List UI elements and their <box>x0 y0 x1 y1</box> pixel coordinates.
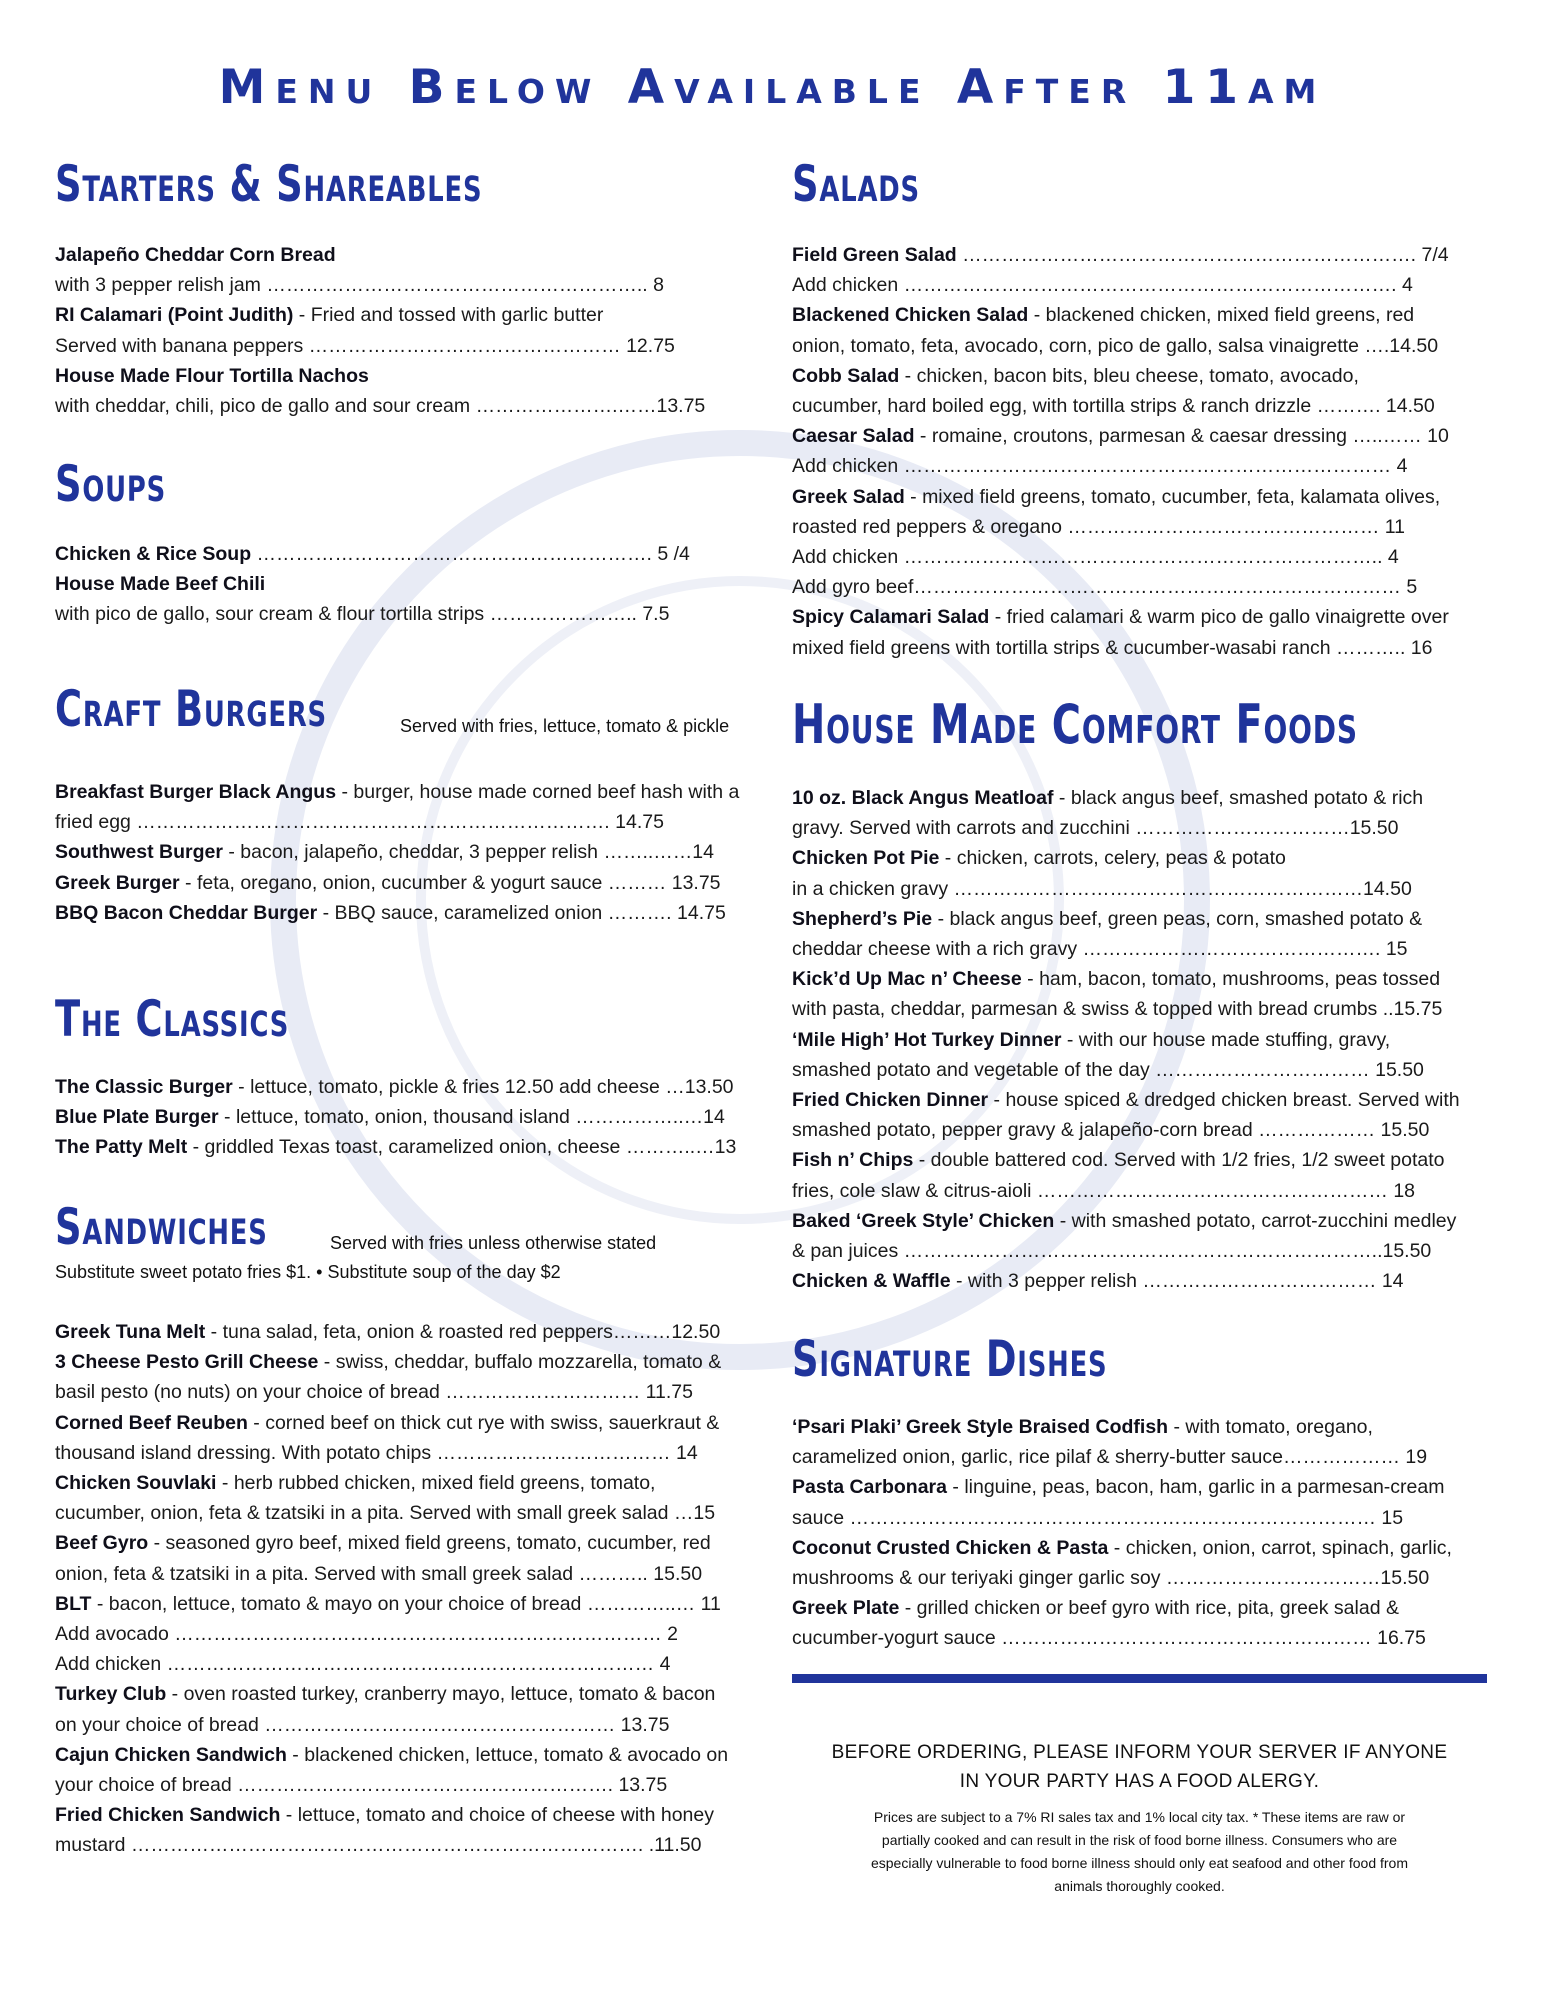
menu-item-description: - ham, bacon, tomato, mushrooms, peas tossed <box>1021 968 1441 991</box>
notice-small-4: animals thoroughly cooked. <box>1054 1878 1225 1894</box>
menu-item-description: - with smashed potato, carrot-zucchini medley <box>1054 1209 1457 1232</box>
menu-line <box>55 1770 755 1800</box>
menu-item-description: Add chicken ……………………………………………………………….. 4 <box>792 546 1399 568</box>
menu-item-description: mixed field greens with tortilla strips & cucumber-wasabi ranch ……….. 16 <box>792 636 1433 659</box>
menu-item-description: & pan juices ………………………………………………………………..15.50 <box>792 1240 1432 1262</box>
menu-line <box>55 1102 755 1132</box>
sandwiches-subnote: Substitute sweet potato fries $1. • Substitute soup of the day $2 <box>55 1262 561 1282</box>
menu-line <box>792 1593 1487 1623</box>
menu-line <box>55 868 755 898</box>
menu-item-description: - bacon, lettuce, tomato & mayo on your choice of bread …………..… 11 <box>91 1592 721 1615</box>
menu-item-name: Chicken Pot Pie <box>792 847 940 870</box>
menu-line <box>792 874 1487 904</box>
menu-line <box>792 270 1487 300</box>
menu-line <box>55 898 755 928</box>
menu-item-description: - seasoned gyro beef, mixed field greens, tomato, cucumber, red <box>148 1532 711 1555</box>
menu-item-name: 10 oz. Black Angus Meatloaf <box>792 787 1054 809</box>
section-title-soups: Soups <box>55 455 167 513</box>
menu-item-name: The Classic Burger <box>55 1076 233 1098</box>
menu-line <box>55 539 755 569</box>
menu-item-description: on your choice of bread ……………………………………………… 13.75 <box>55 1713 670 1736</box>
menu-line <box>55 1649 755 1679</box>
menu-item-name: Jalapeño Cheddar Corn Bread <box>55 244 336 266</box>
menu-item-description: sauce ……………………………………………………………………… 15 <box>792 1506 1404 1529</box>
menu-item-description: - linguine, peas, bacon, ham, garlic in a parmesan-cream <box>946 1476 1445 1499</box>
menu-item-description: in a chicken gravy ………………………………………………………14.50 <box>792 877 1412 900</box>
menu-line <box>792 482 1487 512</box>
menu-item-name: Baked ‘Greek Style’ Chicken <box>792 1209 1055 1232</box>
menu-item-name: 3 Cheese Pesto Grill Cheese <box>55 1351 319 1374</box>
menu-line <box>792 542 1487 572</box>
menu-item-description: - lettuce, tomato and choice of cheese with honey <box>280 1804 714 1827</box>
menu-line <box>792 512 1487 542</box>
menu-item-description: ……………………………………………………. 5 /4 <box>251 543 690 565</box>
menu-line <box>55 1800 755 1830</box>
menu-item-description: fried egg ………………………………………………………………. 14.75 <box>55 811 664 834</box>
menu-item-description: - with 3 pepper relish ……………………………… 14 <box>950 1270 1404 1293</box>
menu-item-description: - chicken, onion, carrot, spinach, garlic, <box>1108 1536 1452 1559</box>
menu-item-name: House Made Flour Tortilla Nachos <box>55 364 369 387</box>
menu-item-description: cucumber, hard boiled egg, with tortilla strips & ranch drizzle ………. 14.50 <box>792 395 1435 417</box>
menu-item-name: Beef Gyro <box>55 1532 149 1555</box>
menu-item-description: onion, feta & tzatsiki in a pita. Served with small greek salad ……….. 15.50 <box>55 1562 703 1585</box>
menu-item-description: Add chicken ………………………………………………………………… 4 <box>55 1653 671 1676</box>
menu-line <box>55 1132 755 1162</box>
menu-item-description: mushrooms & our teriyaki ginger garlic soy ……………………………15.50 <box>792 1567 1430 1589</box>
menu-line <box>55 1619 755 1649</box>
menu-line <box>55 1589 755 1619</box>
menu-line <box>792 331 1487 361</box>
menu-item-description: - with our house made stuffing, gravy, <box>1061 1028 1391 1051</box>
notice-small-3: especially vulnerable to food borne illness should only eat seafood and other food from <box>870 1855 1408 1871</box>
menu-item-description: gravy. Served with carrots and zucchini ……………………………15.50 <box>792 817 1399 840</box>
menu-line <box>55 1408 755 1438</box>
section-title-sandwiches: Sandwiches <box>55 1198 268 1256</box>
menu-line <box>55 1468 755 1498</box>
menu-line <box>792 1085 1487 1115</box>
menu-item-description: with pico de gallo, sour cream & flour tortilla strips ………………….. 7.5 <box>55 603 670 626</box>
left-column <box>55 0 755 2000</box>
menu-item-name: Corned Beef Reuben <box>55 1411 248 1434</box>
menu-item-description: - swiss, cheddar, buffalo mozzarella, tomato & <box>318 1351 722 1374</box>
menu-item-description: - griddled Texas toast, caramelized onion, cheese ………..…13 <box>187 1136 737 1159</box>
menu-item-description: roasted red peppers & oregano ………………………………………… 11 <box>792 515 1406 538</box>
menu-line <box>55 391 755 421</box>
menu-item-description: cucumber, onion, feta & tzatsiki in a pita. Served with small greek salad …15 <box>55 1502 716 1525</box>
menu-item-name: BBQ Bacon Cheddar Burger <box>55 901 318 924</box>
menu-item-description: Add gyro beef………………………………………………………………… 5 <box>792 576 1418 599</box>
menu-line <box>55 569 755 599</box>
menu-line <box>55 1377 755 1407</box>
menu-line <box>792 813 1487 843</box>
menu-item-description: - black angus beef, smashed potato & rich <box>1053 787 1424 809</box>
menu-item-description: - feta, oregano, onion, cucumber & yogurt sauce ……… 13.75 <box>179 871 721 894</box>
burgers-note: Served with fries, lettuce, tomato & pickle <box>400 716 730 736</box>
menu-line <box>792 1236 1487 1266</box>
menu-item-description: cucumber-yogurt sauce ………………………………………………… 16.75 <box>792 1627 1426 1650</box>
sandwiches-note: Served with fries unless otherwise stated <box>330 1233 657 1253</box>
menu-item-description: - with tomato, oregano, <box>1168 1416 1373 1438</box>
menu-item-name: Breakfast Burger Black Angus <box>55 781 337 803</box>
menu-line <box>792 1206 1487 1236</box>
menu-item-name: Caesar Salad <box>792 425 915 448</box>
menu-item-name: Turkey Club <box>55 1683 167 1706</box>
menu-item-name: Southwest Burger <box>55 841 223 864</box>
menu-item-description: - corned beef on thick cut rye with swiss, sauerkraut & <box>247 1411 720 1434</box>
menu-line <box>792 1533 1487 1563</box>
divider-bar <box>792 1674 1487 1683</box>
menu-line <box>55 777 755 807</box>
menu-item-description: - Fried and tossed with garlic butter <box>293 304 604 327</box>
menu-line <box>55 1528 755 1558</box>
menu-item-name: Chicken & Waffle <box>792 1270 951 1293</box>
menu-item-name: House Made Beef Chili <box>55 573 266 596</box>
menu-item-name: Greek Tuna Melt <box>55 1321 206 1343</box>
menu-line <box>55 361 755 391</box>
menu-item-description: - blackened chicken, mixed field greens, red <box>1028 304 1415 327</box>
menu-item-description: with 3 pepper relish jam ………………………………………………….. 8 <box>55 274 664 297</box>
menu-line <box>792 633 1487 663</box>
menu-item-name: Kick’d Up Mac n’ Cheese <box>792 968 1022 991</box>
menu-item-description: - lettuce, tomato, pickle & fries 12.50 add cheese …13.50 <box>232 1076 734 1098</box>
menu-item-description: with cheddar, chili, pico de gallo and sour cream ………………….……13.75 <box>55 395 706 417</box>
menu-item-description: - burger, house made corned beef hash with a <box>336 781 740 803</box>
section-title-signature: Signature Dishes <box>792 1330 1108 1388</box>
menu-item-description: - house spiced & dredged chicken breast. Served with <box>988 1089 1460 1111</box>
menu-line <box>792 783 1487 813</box>
menu-line <box>55 1317 755 1347</box>
menu-item-name: ‘Mile High’ Hot Turkey Dinner <box>792 1028 1062 1051</box>
menu-line <box>792 1472 1487 1502</box>
menu-item-name: Fish n’ Chips <box>792 1149 914 1172</box>
menu-line <box>792 1055 1487 1085</box>
menu-item-name: Fried Chicken Dinner <box>792 1089 989 1111</box>
menu-line <box>55 270 755 300</box>
menu-item-name: Field Green Salad <box>792 244 957 266</box>
menu-line <box>55 1559 755 1589</box>
right-column <box>792 0 1487 2000</box>
page-title: Menu Below Available After 11am <box>218 60 1327 115</box>
notice-line-2: IN YOUR PARTY HAS A FOOD ALERGY. <box>959 1771 1320 1792</box>
menu-item-description: - blackened chicken, lettuce, tomato & avocado on <box>286 1743 729 1766</box>
menu-line <box>55 1679 755 1709</box>
menu-item-name: Blackened Chicken Salad <box>792 304 1029 327</box>
menu-line <box>55 807 755 837</box>
menu-item-description: with pasta, cheddar, parmesan & swiss & topped with bread crumbs ..15.75 <box>792 998 1443 1021</box>
menu-item-name: Greek Burger <box>55 871 180 894</box>
menu-item-description: smashed potato, pepper gravy & jalapeño-corn bread ……………… 15.50 <box>792 1119 1430 1142</box>
notice-small-2: partially cooked and can result in the risk of food borne illness. Consumers who are <box>881 1832 1398 1848</box>
menu-line <box>792 934 1487 964</box>
menu-item-description: - BBQ sauce, caramelized onion ………. 14.75 <box>317 901 726 924</box>
menu-line <box>792 1623 1487 1653</box>
section-title-starters: Starters & Shareables <box>55 155 483 213</box>
menu-item-description: - mixed field greens, tomato, cucumber, feta, kalamata olives, <box>904 485 1441 508</box>
menu-line <box>55 1072 755 1102</box>
menu-item-name: Cobb Salad <box>792 364 900 387</box>
menu-item-name: Cajun Chicken Sandwich <box>55 1743 287 1766</box>
menu-line <box>792 843 1487 873</box>
menu-item-name: Chicken & Rice Soup <box>55 543 252 565</box>
menu-line <box>792 1503 1487 1533</box>
menu-line <box>792 361 1487 391</box>
menu-item-description: your choice of bread …………………………………………………. 13.75 <box>55 1774 668 1796</box>
menu-item-description: mustard ……………………………………………………………………. .11.50 <box>55 1834 702 1857</box>
menu-item-description: basil pesto (no nuts) on your choice of bread ………………………… 11.75 <box>55 1381 693 1404</box>
menu-line <box>792 1266 1487 1296</box>
menu-line <box>55 599 755 629</box>
menu-item-description: thousand island dressing. With potato chips ……………………………… 14 <box>55 1441 698 1464</box>
allergy-notice <box>792 1738 1487 1898</box>
menu-line <box>792 964 1487 994</box>
section-title-comfort: House Made Comfort Foods <box>792 693 1358 756</box>
menu-item-description: - bacon, jalapeño, cheddar, 3 pepper relish ……..……14 <box>222 841 714 864</box>
menu-item-description: - chicken, carrots, celery, peas & potato <box>939 847 1286 870</box>
menu-item-description: Served with banana peppers ………………………………………… 12.75 <box>55 334 675 357</box>
menu-item-description: smashed potato and vegetable of the day …………………………… 15.50 <box>792 1058 1424 1081</box>
menu-item-description: - grilled chicken or beef gyro with rice, pita, greek salad & <box>899 1597 1399 1620</box>
menu-item-description: - herb rubbed chicken, mixed field greens, tomato, <box>216 1472 656 1494</box>
menu-item-description: Add chicken ………………………………………………………………… 4 <box>792 455 1408 478</box>
menu-line <box>55 837 755 867</box>
menu-line <box>55 1740 755 1770</box>
menu-item-name: Spicy Calamari Salad <box>792 606 990 629</box>
menu-line <box>792 602 1487 632</box>
menu-item-name: BLT <box>55 1592 92 1615</box>
menu-item-description: Add avocado ………………………………………………………………… 2 <box>55 1623 679 1645</box>
menu-line <box>55 300 755 330</box>
menu-item-description: - double battered cod. Served with 1/2 fries, 1/2 sweet potato <box>913 1149 1445 1172</box>
menu-line <box>55 1438 755 1468</box>
menu-item-description: caramelized onion, garlic, rice pilaf & sherry-butter sauce……………… 19 <box>792 1446 1428 1469</box>
menu-item-description: - fried calamari & warm pico de gallo vinaigrette over <box>989 606 1449 629</box>
menu-item-description: Add chicken …………………………………………………………………. 4 <box>792 274 1413 297</box>
menu-line <box>792 994 1487 1024</box>
menu-item-name: Blue Plate Burger <box>55 1106 219 1129</box>
menu-item-description: - romaine, croutons, parmesan & caesar dressing …..…… 10 <box>914 425 1449 448</box>
menu-item-name: Fried Chicken Sandwich <box>55 1804 281 1827</box>
menu-item-name: ‘Psari Plaki’ Greek Style Braised Codfish <box>792 1416 1169 1438</box>
menu-line <box>55 1710 755 1740</box>
menu-line <box>792 1412 1487 1442</box>
menu-line <box>792 451 1487 481</box>
menu-item-name: Shepherd’s Pie <box>792 907 933 930</box>
menu-line <box>792 1115 1487 1145</box>
menu-item-name: Pasta Carbonara <box>792 1476 947 1499</box>
menu-line <box>792 904 1487 934</box>
menu-item-name: Chicken Souvlaki <box>55 1472 217 1494</box>
menu-item-description: cheddar cheese with a rich gravy ………………………………………. 15 <box>792 938 1408 960</box>
menu-item-description: - lettuce, tomato, onion, thousand island ……………..…14 <box>218 1106 725 1129</box>
section-title-burgers: Craft Burgers <box>55 680 327 738</box>
menu-item-description: fries, cole slaw & citrus-aioli ……………………………………………… 18 <box>792 1179 1416 1202</box>
menu-item-description: ……………………………………………………………. 7/4 <box>956 244 1449 266</box>
section-title-salads: Salads <box>792 155 920 213</box>
menu-item-name: Coconut Crusted Chicken & Pasta <box>792 1536 1109 1559</box>
menu-line <box>792 391 1487 421</box>
menu-line <box>792 1025 1487 1055</box>
menu-item-name: Greek Salad <box>792 485 905 508</box>
menu-item-description: - black angus beef, green peas, corn, smashed potato & <box>932 907 1423 930</box>
menu-item-description: - tuna salad, feta, onion & roasted red peppers………12.50 <box>205 1321 721 1343</box>
menu-line <box>55 240 755 270</box>
menu-line <box>792 421 1487 451</box>
menu-line <box>792 1442 1487 1472</box>
menu-item-name: The Patty Melt <box>55 1136 188 1159</box>
section-title-classics: The Classics <box>55 990 290 1048</box>
menu-item-description: - oven roasted turkey, cranberry mayo, lettuce, tomato & bacon <box>166 1683 716 1706</box>
notice-line-1: BEFORE ORDERING, PLEASE INFORM YOUR SERVER IF ANYONE <box>831 1742 1448 1763</box>
menu-line <box>792 572 1487 602</box>
menu-line <box>792 1145 1487 1175</box>
menu-item-name: RI Calamari (Point Judith) <box>55 304 294 327</box>
menu-line <box>792 1563 1487 1593</box>
menu-line <box>792 240 1487 270</box>
notice-small-1: Prices are subject to a 7% RI sales tax and 1% local city tax. * These items are raw or <box>873 1809 1406 1825</box>
menu-line <box>55 1830 755 1860</box>
menu-line <box>792 300 1487 330</box>
menu-item-description: - chicken, bacon bits, bleu cheese, tomato, avocado, <box>899 364 1359 387</box>
menu-line <box>55 331 755 361</box>
menu-line <box>792 1176 1487 1206</box>
menu-line <box>55 1498 755 1528</box>
menu-item-description: onion, tomato, feta, avocado, corn, pico de gallo, salsa vinaigrette ….14.50 <box>792 334 1439 357</box>
menu-item-name: Greek Plate <box>792 1597 900 1620</box>
menu-line <box>55 1347 755 1377</box>
